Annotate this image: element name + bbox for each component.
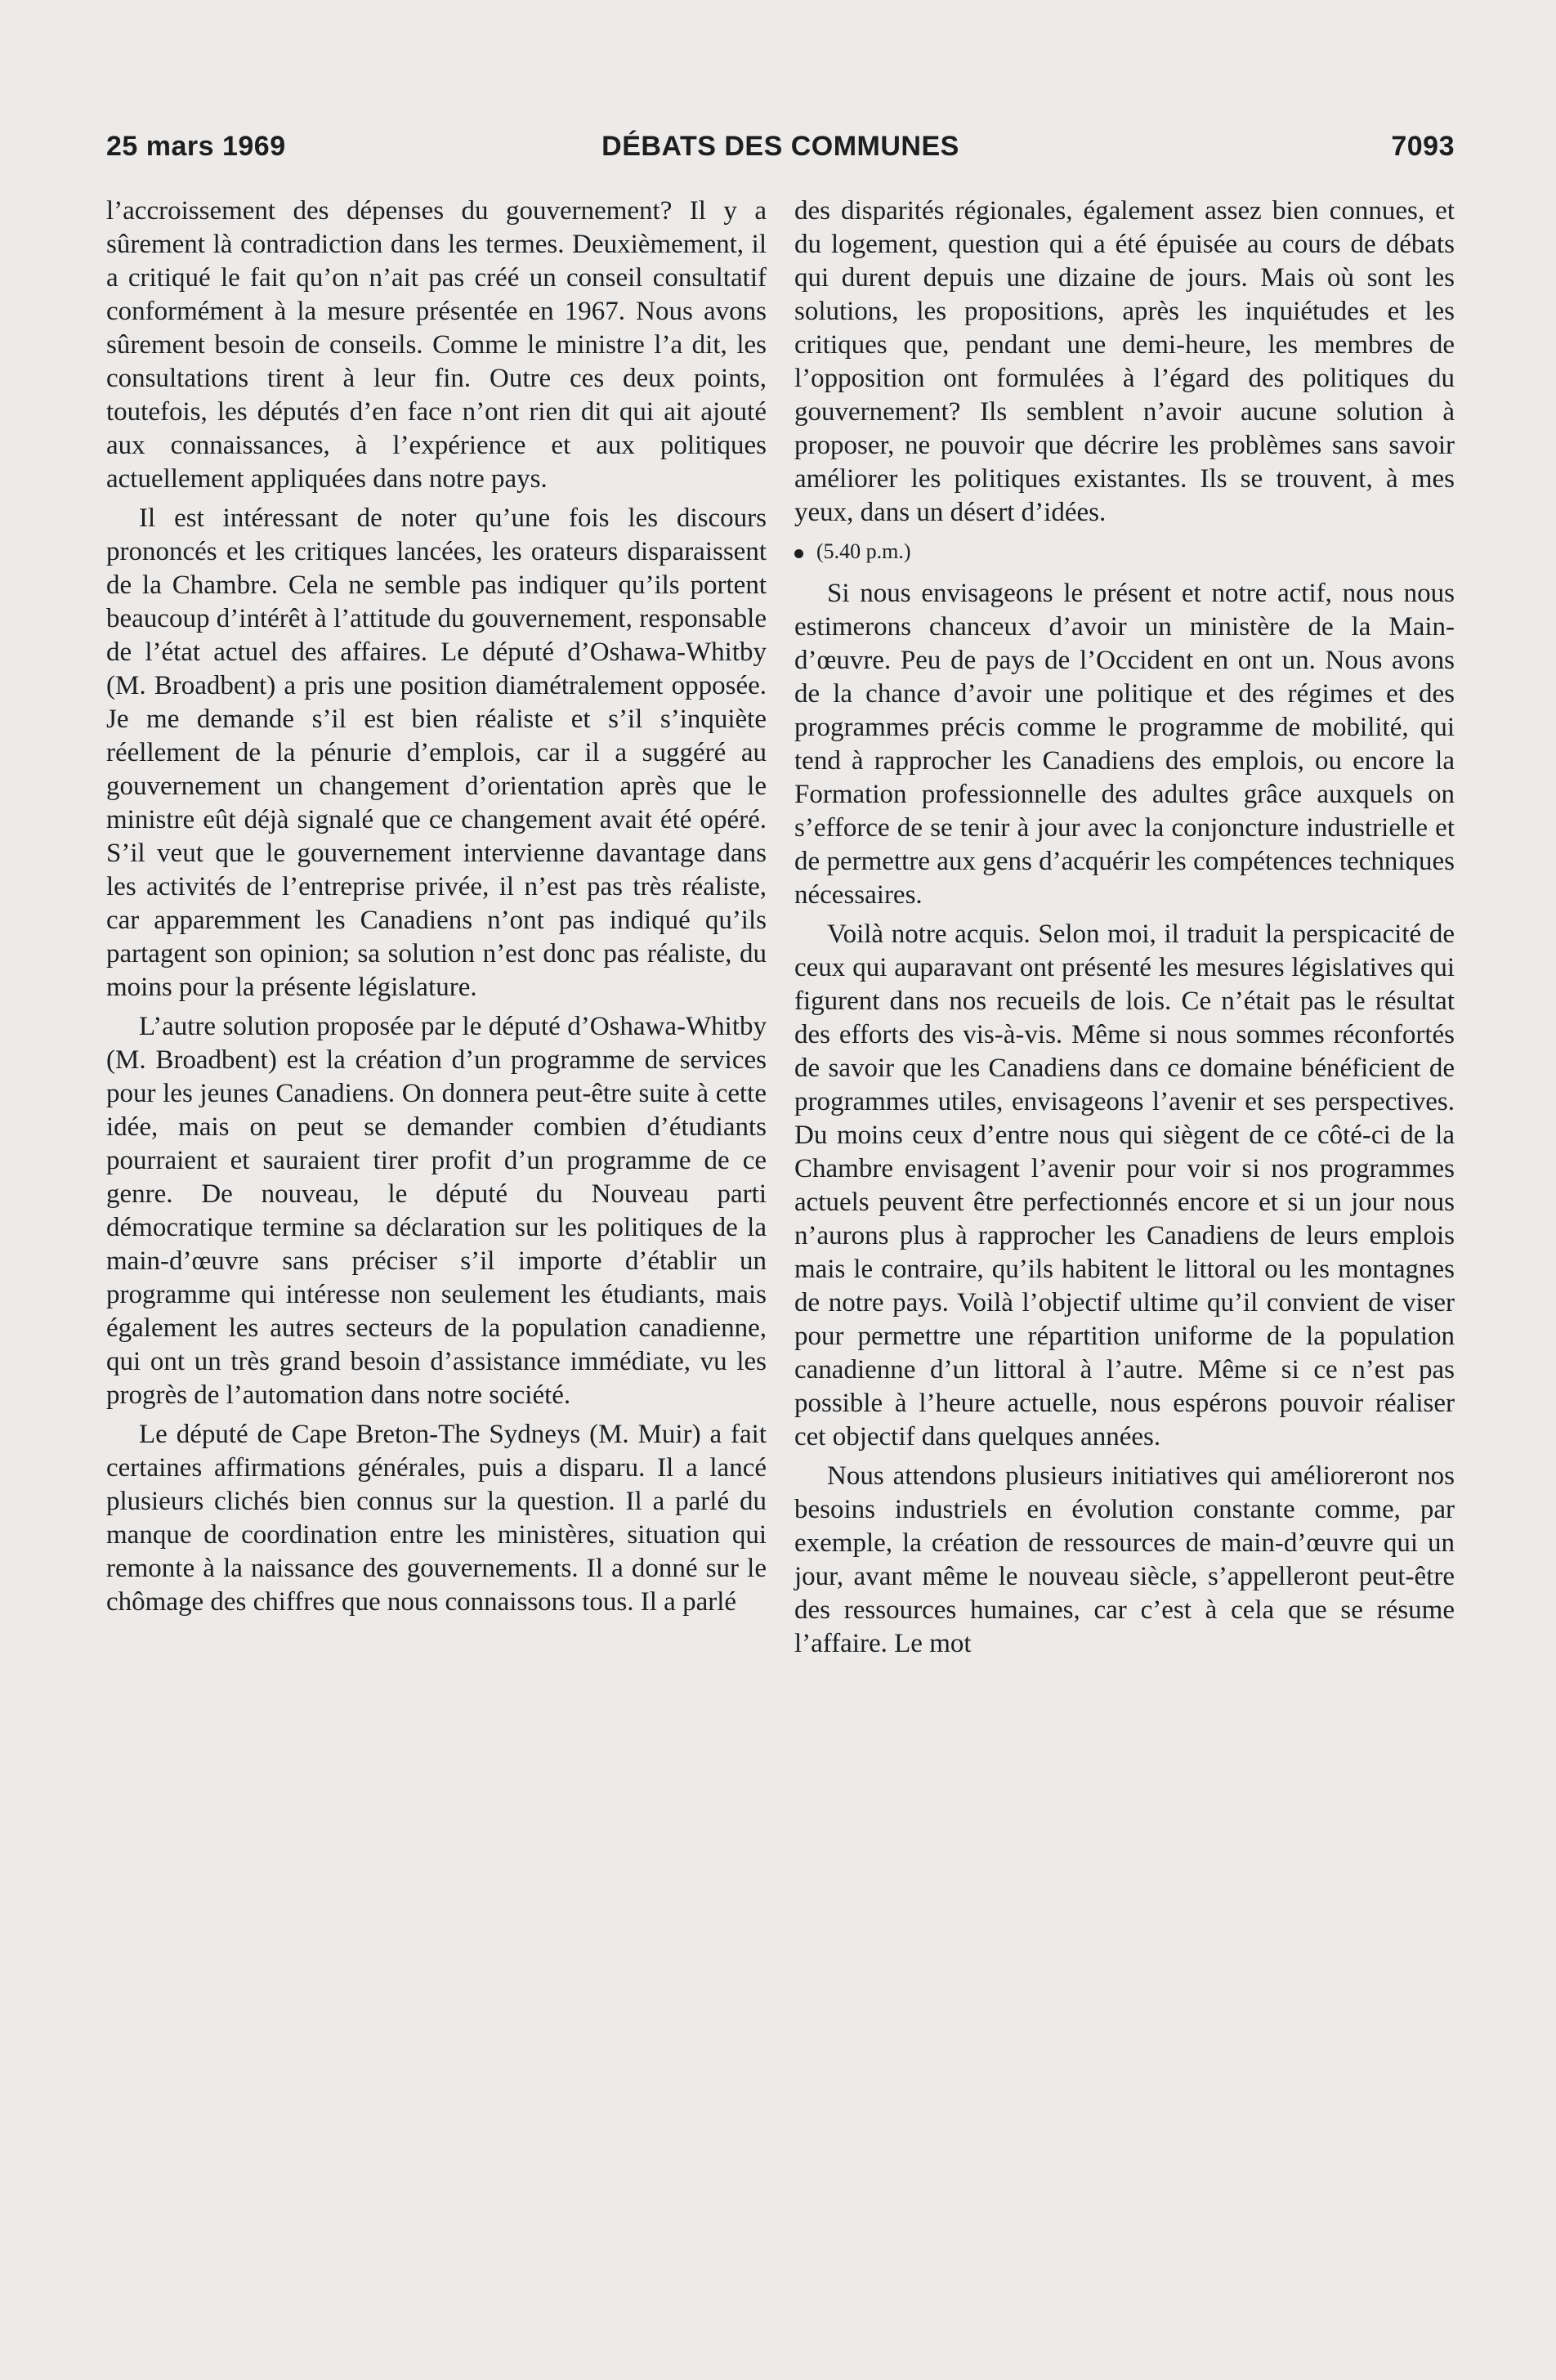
left-column [106,195,767,1625]
left-paragraph-3: L’autre solution proposée par le député d’Oshawa-Whitby (M. Broadbent) est la création d’un programme de services pour les jeunes Canadiens. On donnera peut-être suite à cette idée, mais on peut se demander combien d’étudiants pourraient et sauraient tirer profit d’un programme de ce genre. De nouveau, le député du Nouveau parti démocratique termine sa déclaration sur les politiques de la main-d’œuvre sans préciser s’il importe d’établir un programme qui intéresse non seulement les étudiants, mais également les autres secteurs de la population canadienne, qui ont un très grand besoin d’assistance immédiate, vu les progrès de l’automation dans notre société. [106,1012,767,1410]
bullet-icon [794,549,803,558]
left-paragraph-2: Il est intéressant de noter qu’une fois les discours prononcés et les critiques lancées, les orateurs disparaissent de la Chambre. Cela ne semble pas indiquer qu’ils portent beaucoup d’intérêt à l’attitude du gouvernement, responsable de l’état actuel des affaires. Le député d’Oshawa-Whitby (M. Broadbent) a pris une position diamétralement opposée. Je me demande s’il est bien réaliste et s’il s’inquiète réellement de la pénurie d’emplois, car il a suggéré au gouvernement un changement d’orientation après que le ministre eût déjà signalé que ce changement avait été opéré. S’il veut que le gouvernement intervienne davantage dans les activités de l’entreprise privée, il n’est pas très réaliste, car apparemment les Canadiens n’ont pas indiqué qu’ils partagent son opinion; sa solution n’est donc pas réaliste, du moins pour la présente législature. [106,503,767,1002]
right-column [794,195,1455,1666]
right-paragraph-1: Si nous envisageons le présent et notre actif, nous nous estimerons chanceux d’avoir un ministère de la Main-d’œuvre. Peu de pays de l’Occident en ont un. Nous avons de la chance d’avoir une politique et des régimes et des programmes précis comme le programme de mobilité, qui tend à rapprocher les Canadiens des emplois, ou encore la Formation professionnelle des adultes grâce auxquels on s’efforce de se tenir à jour avec la conjoncture industrielle et de permettre aux gens d’acquérir les compétences techniques nécessaires. [794,579,1455,910]
page-header [106,131,1455,170]
right-paragraph-2: Voilà notre acquis. Selon moi, il traduit la perspicacité de ceux qui auparavant ont présenté les mesures législatives qui figurent dans nos recueils de lois. Ce n’était pas le résultat des efforts des vis-à-vis. Même si nous sommes réconfortés de savoir que les Canadiens dans ce domaine bénéficient de programmes utiles, envisageons l’avenir et ses perspectives. Du moins ceux d’entre nous qui siègent de ce côté-ci de la Chambre envisagent l’avenir pour voir si nos programmes actuels peuvent être perfectionnés encore et si un jour nous n’aurons plus à rapprocher les Canadiens de leurs emplois mais le contraire, qu’ils habitent le littoral ou les montagnes de notre pays. Voilà l’objectif ultime qu’il convient de viser pour permettre une répartition uniforme de la population canadienne d’un littoral à l’autre. Même si ce n’est pas possible à l’heure actuelle, nous espérons pouvoir réaliser cet objectif dans quelques années. [794,919,1455,1452]
header-date: 25 mars 1969 [106,131,286,162]
time-stamp-text: (5.40 p.m.) [816,539,911,563]
left-paragraph-4: Le député de Cape Breton-The Sydneys (M. Muir) a fait certaines affirmations générales, puis a disparu. Il a lancé plusieurs clichés bien connus sur la question. Il a parlé du manque de coordination entre les ministères, situation qui remonte à la naissance des gouvernements. Il a donné sur le chômage des chiffres que nous connaissons tous. Il a parlé [106,1420,767,1617]
right-paragraph-3: Nous attendons plusieurs initiatives qui amélioreront nos besoins industriels en évolution constante comme, par exemple, la création de ressources de main-d’œuvre qui un jour, avant même le nouveau siècle, s’appelleront peut-être des ressources humaines, car c’est à cela que se résume l’affaire. Le mot [794,1461,1455,1658]
header-page-number: 7093 [1391,131,1455,162]
left-paragraph-1: l’accroissement des dépenses du gouvernement? Il y a sûrement là contradiction dans les termes. Deuxièmement, il a critiqué le fait qu’on n’ait pas créé un conseil consultatif conformément à la mesure présentée en 1967. Nous avons sûrement besoin de conseils. Comme le ministre l’a dit, les consultations tirent à leur fin. Outre ces deux points, toutefois, les députés d’en face n’ont rien dit qui ait ajouté aux connaissances, à l’expérience et aux politiques actuellement appliquées dans notre pays. [106,196,767,494]
time-stamp [794,538,1455,566]
header-title: DÉBATS DES COMMUNES [601,131,959,162]
right-continuation-paragraph: des disparités régionales, également assez bien connues, et du logement, question qui a été épuisée au cours de débats qui durent depuis une dizaine de jours. Mais où sont les solutions, les propositions, après les inquiétudes et les critiques que, pendant une demi-heure, les membres de l’opposition ont formulées à l’égard des politiques du gouvernement? Ils semblent n’avoir aucune solution à proposer, ne pouvoir que décrire les problèmes sans savoir améliorer les politiques existantes. Ils se trouvent, à mes yeux, dans un désert d’idées. [794,196,1455,527]
